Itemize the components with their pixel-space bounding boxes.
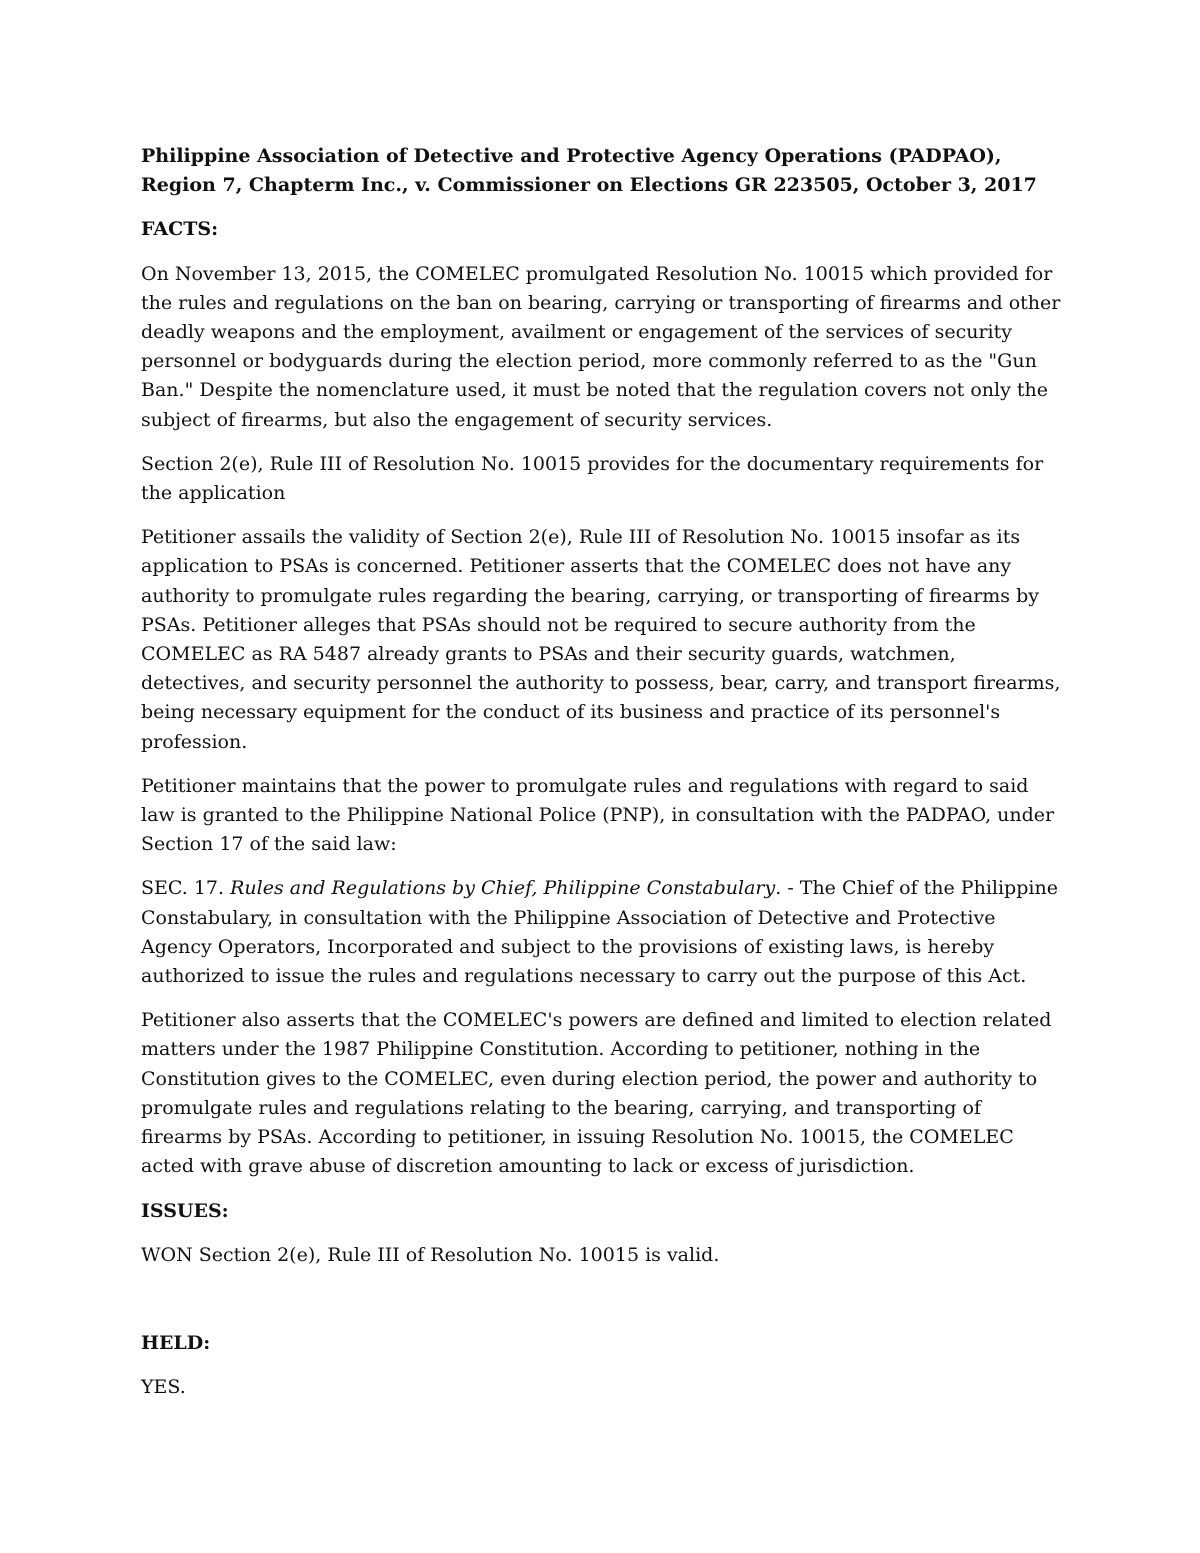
section-17-title: Rules and Regulations by Chief, Philippine Constabulary [230,877,776,900]
issues-heading: ISSUES: [141,1199,229,1222]
facts-paragraph-2: Section 2(e), Rule III of Resolution No. 10015 provides for the documentary requirements for the application [141,452,1044,505]
facts-paragraph-last: Petitioner also asserts that the COMELEC's powers are defined and limited to election related matters under the 1987 Philippine Constitution. According to petitioner, nothing in the Constitution gives to the COMELEC, even during election period, the power and authority to promulgate rules and regulations relating to the bearing, carrying, and transporting of firearms by PSAs. According to petitioner, in issuing Resolution No. 10015, the COMELEC acted with grave abuse of discretion amounting to lack or excess of jurisdiction. [141,1009,1052,1178]
facts-paragraph-3: Petitioner assails the validity of Section 2(e), Rule III of Resolution No. 10015 insofar as its application to PSAs is concerned. Petitioner asserts that the COMELEC does not have any authority to promulgate rules regarding the bearing, carrying, or transporting of firearms by PSAs. Petitioner alleges that PSAs should not be required to secure authority from the COMELEC as RA 5487 already grants to PSAs and their security guards, watchmen, detectives, and security personnel the authority to possess, bear, carry, and transport firearms, being necessary equipment for the conduct of its business and practice of its personnel's profession. [141,526,1061,753]
facts-heading: FACTS: [141,218,219,241]
held-heading: HELD: [141,1331,211,1354]
case-title: Philippine Association of Detective and Protective Agency Operations (PADPAO), Region 7, Chapterm Inc., v. Commissioner on Elections GR 223505, October 3, 2017 [141,145,1037,197]
document-page [141,142,1061,1417]
facts-paragraph-4: Petitioner maintains that the power to promulgate rules and regulations with regard to said law is granted to the Philippine National Police (PNP), in consultation with the PADPAO, under Section 17 of the said law: [141,774,1055,856]
section-17-body: . - The Chief of the Philippine Constabulary, in consultation with the Philippine Association of Detective and Protective Agency Operators, Incorporated and subject to the provisions of existing laws, is hereby authorized to issue the rules and regulations necessary to carry out the purpose of this Act. [141,877,1058,988]
held-text: YES. [141,1376,186,1399]
section-17-prefix: SEC. 17. [141,877,231,900]
facts-paragraph-1: On November 13, 2015, the COMELEC promulgated Resolution No. 10015 which provided for the rules and regulations on the ban on bearing, carrying or transporting of firearms and other deadly weapons and the employment, availment or engagement of the services of security personnel or bodyguards during the election period, more commonly referred to as the "Gun Ban." Despite the nomenclature used, it must be noted that the regulation covers not only the subject of firearms, but also the engagement of security services. [141,262,1061,431]
section-17-quote [141,874,1061,991]
issues-text: WON Section 2(e), Rule III of Resolution No. 10015 is valid. [141,1243,720,1266]
blank-line [141,1285,1061,1329]
